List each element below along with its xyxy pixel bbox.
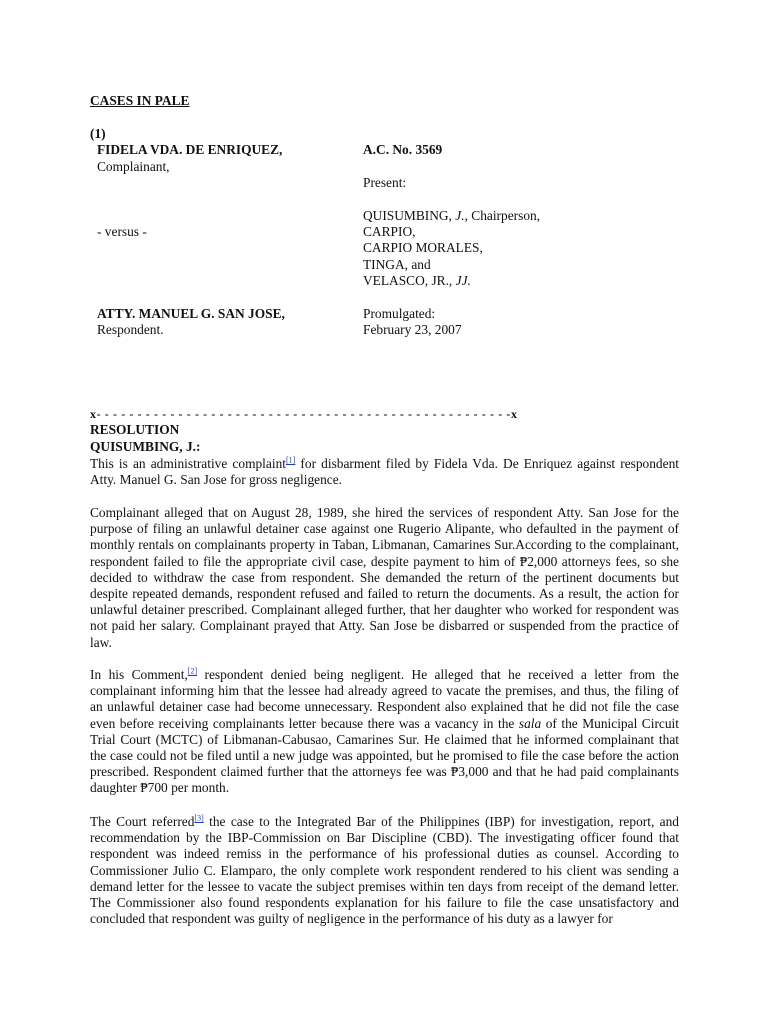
paragraph-1: This is an administrative complaint[1] for disbarment filed by Fidela Vda. De Enriquez against respondent Atty. Manuel G. San Jose for gross negligence. — [90, 455, 679, 488]
ac-number: A.C. No. 3569 — [363, 142, 443, 157]
bench-line-2: CARPIO, — [363, 224, 416, 239]
footnote-link-1[interactable]: [1] — [285, 455, 296, 465]
respondent-role: Respondent. — [97, 322, 164, 337]
respondent-name: ATTY. MANUEL G. SAN JOSE, — [97, 306, 285, 321]
promulgated-date: February 23, 2007 — [363, 322, 462, 337]
present-label: Present: — [363, 175, 407, 190]
paragraph-3: In his Comment,[2] respondent denied being negligent. He alleged that he received a letter from the complainant informing him that the lessee had already agreed to vacate the premises, and thus, the filing of an unlawful detainer case had become unnecessary. Respondent also explained that he did not file the case even before receiving complainants letter because there was a vacancy in the sala of the Municipal Circuit Trial Court (MCTC) of Libmanan-Cabusao, Camarines Sur. He claimed that he informed complainant that the case could not be filed until a new judge was appointed, but he promised to file the case before the action prescribed. Respondent claimed further that the attorneys fee was ₱3,000 and that he had paid complainants daughter ₱700 per month. — [90, 666, 679, 796]
complainant-name: FIDELA VDA. DE ENRIQUEZ, — [97, 142, 283, 157]
bench-line-1: QUISUMBING, J., Chairperson, — [363, 208, 541, 223]
versus-label: - versus - — [97, 224, 147, 239]
case-number: (1) — [90, 126, 106, 141]
document-heading: CASES IN PALE — [90, 93, 190, 108]
bench-line-4: TINGA, and — [363, 257, 431, 272]
bench-line-3: CARPIO MORALES, — [363, 240, 483, 255]
paragraph-4: The Court referred[3] the case to the Integrated Bar of the Philippines (IBP) for investigation, report, and recommendation by the IBP-Commission on Bar Discipline (CBD). The investigating officer found that respondent was indeed remiss in the performance of his professional duties as counsel. According to Commissioner Julio C. Elamparo, the only complete work respondent rendered to his client was sending a demand letter for the lessee to vacate the subject premises within ten days from receipt of the demand letter. The Commissioner also found respondents explanation for his failure to file the case unsatisfactory and concluded that respondent was guilty of negligence in the performance of his duty as a lawyer for — [90, 813, 679, 927]
footnote-link-3[interactable]: [3] — [194, 813, 204, 823]
separator-line: x- - - - - - - - - - - - - - - - - - - - - - - - - - - - - - - - - - - - - - - - - - - - - - - - - - -x — [90, 407, 518, 421]
paragraph-2: Complainant alleged that on August 28, 1989, she hired the services of respondent Atty. San Jose for the purpose of filing an unlawful detainer case against one Rugerio Alipante, who defaulted in the payment of monthly rentals on complainants property in Taban, Libmanan, Camarines Sur.According to the complainant, respondent failed to file the appropriate civil case, despite payment to him of ₱2,000 attorneys fees, so she decided to withdraw the case from respondent. She demanded the return of the pertinent documents but despite repeated demands, respondent refused and failed to return the documents. As a result, the action for unlawful detainer prescribed. Complainant alleged further, that her daughter who worked for respondent was not paid her salary. Complainant prayed that Atty. San Jose be disbarred or suspended from the practice of law. — [90, 505, 679, 650]
bench-line-5: VELASCO, JR., JJ. — [363, 273, 471, 288]
ponente: QUISUMBING, J.: — [90, 439, 201, 454]
footnote-link-2[interactable]: [2] — [187, 666, 198, 676]
complainant-role: Complainant, — [97, 159, 170, 174]
resolution-title: RESOLUTION — [90, 422, 180, 437]
promulgated-label: Promulgated: — [363, 306, 436, 321]
